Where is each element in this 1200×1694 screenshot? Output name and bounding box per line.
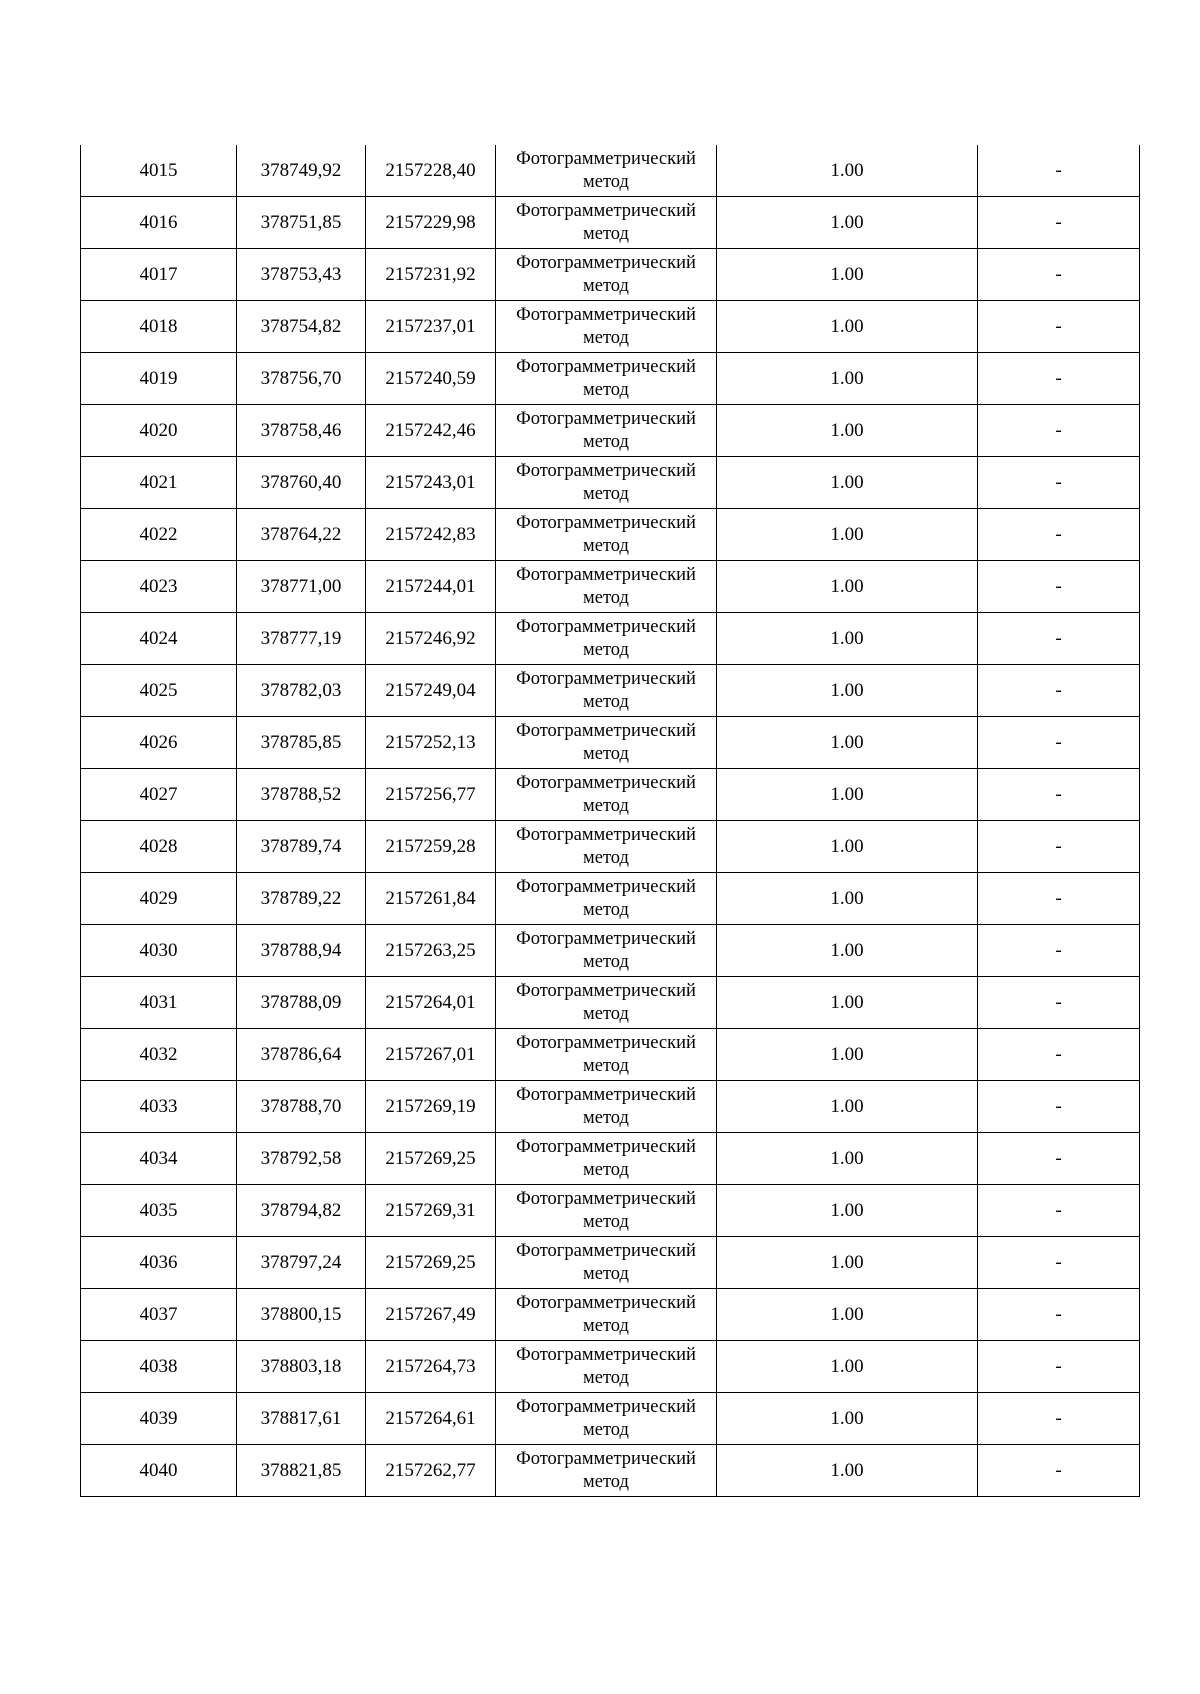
table-row [81,353,1140,405]
method-line-2: метод [583,1367,629,1388]
method-cell [496,145,717,197]
coordinates-table-body [81,145,1140,1497]
method-line-2: метод [583,1107,629,1128]
x-coordinate-cell: 378794,82 [237,1185,366,1237]
x-coordinate-cell: 378753,43 [237,249,366,301]
method-line-1: Фотограмметрический [516,252,696,273]
y-coordinate-cell: 2157228,40 [366,145,496,197]
note-cell: - [978,613,1140,665]
method-cell [496,1393,717,1445]
point-number-cell: 4015 [81,145,237,197]
method-line-2: метод [583,587,629,608]
method-line-1: Фотограмметрический [516,980,696,1001]
x-coordinate-cell: 378803,18 [237,1341,366,1393]
y-coordinate-cell: 2157263,25 [366,925,496,977]
method-line-1: Фотограмметрический [516,1448,696,1469]
point-number-cell: 4018 [81,301,237,353]
method-cell [496,1133,717,1185]
point-number-cell: 4035 [81,1185,237,1237]
method-line-1: Фотограмметрический [516,876,696,897]
table-row [81,717,1140,769]
point-number-cell: 4029 [81,873,237,925]
table-row [81,1341,1140,1393]
accuracy-cell: 1.00 [717,769,978,821]
y-coordinate-cell: 2157249,04 [366,665,496,717]
method-cell [496,1289,717,1341]
table-row [81,613,1140,665]
point-number-cell: 4016 [81,197,237,249]
x-coordinate-cell: 378785,85 [237,717,366,769]
accuracy-cell: 1.00 [717,1185,978,1237]
x-coordinate-cell: 378749,92 [237,145,366,197]
method-line-1: Фотограмметрический [516,824,696,845]
x-coordinate-cell: 378758,46 [237,405,366,457]
point-number-cell: 4033 [81,1081,237,1133]
method-cell [496,821,717,873]
note-cell: - [978,821,1140,873]
y-coordinate-cell: 2157262,77 [366,1445,496,1497]
method-line-1: Фотограмметрический [516,460,696,481]
point-number-cell: 4038 [81,1341,237,1393]
method-line-1: Фотограмметрический [516,356,696,377]
accuracy-cell: 1.00 [717,145,978,197]
table-row [81,1133,1140,1185]
accuracy-cell: 1.00 [717,249,978,301]
x-coordinate-cell: 378800,15 [237,1289,366,1341]
table-row [81,1081,1140,1133]
note-cell: - [978,1133,1140,1185]
method-line-2: метод [583,223,629,244]
method-line-2: метод [583,795,629,816]
point-number-cell: 4031 [81,977,237,1029]
point-number-cell: 4034 [81,1133,237,1185]
method-line-1: Фотограмметрический [516,668,696,689]
note-cell: - [978,509,1140,561]
method-cell [496,1185,717,1237]
method-cell [496,925,717,977]
method-line-2: метод [583,275,629,296]
x-coordinate-cell: 378792,58 [237,1133,366,1185]
y-coordinate-cell: 2157264,61 [366,1393,496,1445]
method-cell [496,717,717,769]
accuracy-cell: 1.00 [717,197,978,249]
note-cell: - [978,1393,1140,1445]
method-line-1: Фотограмметрический [516,1136,696,1157]
method-line-2: метод [583,951,629,972]
y-coordinate-cell: 2157264,01 [366,977,496,1029]
y-coordinate-cell: 2157246,92 [366,613,496,665]
note-cell: - [978,873,1140,925]
method-cell [496,873,717,925]
method-line-2: метод [583,1419,629,1440]
y-coordinate-cell: 2157267,01 [366,1029,496,1081]
note-cell: - [978,457,1140,509]
y-coordinate-cell: 2157242,46 [366,405,496,457]
method-line-1: Фотограмметрический [516,512,696,533]
method-cell [496,977,717,1029]
x-coordinate-cell: 378789,22 [237,873,366,925]
method-line-1: Фотограмметрический [516,1188,696,1209]
y-coordinate-cell: 2157261,84 [366,873,496,925]
method-line-1: Фотограмметрический [516,1396,696,1417]
x-coordinate-cell: 378797,24 [237,1237,366,1289]
note-cell: - [978,197,1140,249]
x-coordinate-cell: 378760,40 [237,457,366,509]
accuracy-cell: 1.00 [717,1029,978,1081]
accuracy-cell: 1.00 [717,353,978,405]
y-coordinate-cell: 2157256,77 [366,769,496,821]
method-line-1: Фотограмметрический [516,1032,696,1053]
note-cell: - [978,977,1140,1029]
table-row [81,197,1140,249]
accuracy-cell: 1.00 [717,1237,978,1289]
accuracy-cell: 1.00 [717,613,978,665]
y-coordinate-cell: 2157259,28 [366,821,496,873]
note-cell: - [978,405,1140,457]
method-line-1: Фотограмметрический [516,564,696,585]
method-cell [496,769,717,821]
coordinates-table [80,145,1140,1497]
method-line-2: метод [583,171,629,192]
point-number-cell: 4020 [81,405,237,457]
y-coordinate-cell: 2157269,25 [366,1133,496,1185]
method-line-2: метод [583,847,629,868]
method-line-2: метод [583,1003,629,1024]
accuracy-cell: 1.00 [717,301,978,353]
point-number-cell: 4019 [81,353,237,405]
y-coordinate-cell: 2157269,19 [366,1081,496,1133]
table-row [81,145,1140,197]
method-cell [496,405,717,457]
method-cell [496,1029,717,1081]
method-cell [496,665,717,717]
y-coordinate-cell: 2157242,83 [366,509,496,561]
method-line-1: Фотограмметрический [516,616,696,637]
method-cell [496,353,717,405]
note-cell: - [978,665,1140,717]
method-line-1: Фотограмметрический [516,148,696,169]
x-coordinate-cell: 378788,70 [237,1081,366,1133]
method-line-2: метод [583,899,629,920]
point-number-cell: 4030 [81,925,237,977]
x-coordinate-cell: 378764,22 [237,509,366,561]
method-line-1: Фотограмметрический [516,1344,696,1365]
method-cell [496,1081,717,1133]
note-cell: - [978,769,1140,821]
x-coordinate-cell: 378754,82 [237,301,366,353]
method-cell [496,613,717,665]
y-coordinate-cell: 2157243,01 [366,457,496,509]
note-cell: - [978,1081,1140,1133]
method-line-2: метод [583,483,629,504]
note-cell: - [978,1029,1140,1081]
accuracy-cell: 1.00 [717,509,978,561]
method-line-1: Фотограмметрический [516,720,696,741]
y-coordinate-cell: 2157229,98 [366,197,496,249]
table-row [81,1029,1140,1081]
y-coordinate-cell: 2157264,73 [366,1341,496,1393]
accuracy-cell: 1.00 [717,1445,978,1497]
accuracy-cell: 1.00 [717,1289,978,1341]
method-line-1: Фотограмметрический [516,772,696,793]
y-coordinate-cell: 2157244,01 [366,561,496,613]
method-line-2: метод [583,1315,629,1336]
accuracy-cell: 1.00 [717,873,978,925]
table-row [81,249,1140,301]
accuracy-cell: 1.00 [717,717,978,769]
note-cell: - [978,717,1140,769]
point-number-cell: 4024 [81,613,237,665]
table-row [81,1185,1140,1237]
x-coordinate-cell: 378777,19 [237,613,366,665]
method-line-1: Фотограмметрический [516,1292,696,1313]
point-number-cell: 4021 [81,457,237,509]
point-number-cell: 4032 [81,1029,237,1081]
table-row [81,301,1140,353]
x-coordinate-cell: 378789,74 [237,821,366,873]
method-line-1: Фотограмметрический [516,1084,696,1105]
note-cell: - [978,1185,1140,1237]
method-line-2: метод [583,691,629,712]
method-cell [496,301,717,353]
table-row [81,457,1140,509]
point-number-cell: 4037 [81,1289,237,1341]
y-coordinate-cell: 2157240,59 [366,353,496,405]
point-number-cell: 4017 [81,249,237,301]
point-number-cell: 4026 [81,717,237,769]
method-cell [496,457,717,509]
accuracy-cell: 1.00 [717,405,978,457]
table-row [81,1393,1140,1445]
accuracy-cell: 1.00 [717,561,978,613]
method-line-2: метод [583,1211,629,1232]
table-row [81,925,1140,977]
note-cell: - [978,1341,1140,1393]
point-number-cell: 4039 [81,1393,237,1445]
table-row [81,665,1140,717]
table-row [81,1445,1140,1497]
table-row [81,405,1140,457]
point-number-cell: 4022 [81,509,237,561]
method-line-2: метод [583,639,629,660]
note-cell: - [978,925,1140,977]
accuracy-cell: 1.00 [717,1341,978,1393]
method-line-2: метод [583,743,629,764]
method-cell [496,1341,717,1393]
method-line-2: метод [583,1159,629,1180]
table-row [81,873,1140,925]
accuracy-cell: 1.00 [717,821,978,873]
x-coordinate-cell: 378788,94 [237,925,366,977]
note-cell: - [978,1445,1140,1497]
accuracy-cell: 1.00 [717,1081,978,1133]
point-number-cell: 4028 [81,821,237,873]
table-row [81,977,1140,1029]
x-coordinate-cell: 378786,64 [237,1029,366,1081]
method-cell [496,197,717,249]
y-coordinate-cell: 2157269,25 [366,1237,496,1289]
table-row [81,561,1140,613]
table-row [81,509,1140,561]
x-coordinate-cell: 378782,03 [237,665,366,717]
x-coordinate-cell: 378771,00 [237,561,366,613]
accuracy-cell: 1.00 [717,1133,978,1185]
x-coordinate-cell: 378756,70 [237,353,366,405]
y-coordinate-cell: 2157252,13 [366,717,496,769]
accuracy-cell: 1.00 [717,1393,978,1445]
method-cell [496,1237,717,1289]
y-coordinate-cell: 2157231,92 [366,249,496,301]
method-line-1: Фотограмметрический [516,1240,696,1261]
accuracy-cell: 1.00 [717,665,978,717]
x-coordinate-cell: 378751,85 [237,197,366,249]
point-number-cell: 4036 [81,1237,237,1289]
x-coordinate-cell: 378788,09 [237,977,366,1029]
accuracy-cell: 1.00 [717,925,978,977]
method-line-2: метод [583,1471,629,1492]
method-cell [496,249,717,301]
table-row [81,1237,1140,1289]
x-coordinate-cell: 378821,85 [237,1445,366,1497]
method-line-1: Фотограмметрический [516,408,696,429]
point-number-cell: 4040 [81,1445,237,1497]
method-cell [496,509,717,561]
note-cell: - [978,249,1140,301]
y-coordinate-cell: 2157267,49 [366,1289,496,1341]
note-cell: - [978,1237,1140,1289]
table-row [81,769,1140,821]
note-cell: - [978,561,1140,613]
point-number-cell: 4027 [81,769,237,821]
note-cell: - [978,301,1140,353]
note-cell: - [978,1289,1140,1341]
method-cell [496,1445,717,1497]
method-line-1: Фотограмметрический [516,928,696,949]
method-line-2: метод [583,1263,629,1284]
y-coordinate-cell: 2157269,31 [366,1185,496,1237]
note-cell: - [978,353,1140,405]
method-line-2: метод [583,431,629,452]
accuracy-cell: 1.00 [717,977,978,1029]
method-cell [496,561,717,613]
table-row [81,1289,1140,1341]
method-line-2: метод [583,535,629,556]
point-number-cell: 4023 [81,561,237,613]
method-line-2: метод [583,1055,629,1076]
accuracy-cell: 1.00 [717,457,978,509]
method-line-2: метод [583,327,629,348]
method-line-2: метод [583,379,629,400]
note-cell: - [978,145,1140,197]
x-coordinate-cell: 378788,52 [237,769,366,821]
table-row [81,821,1140,873]
point-number-cell: 4025 [81,665,237,717]
method-line-1: Фотограмметрический [516,200,696,221]
y-coordinate-cell: 2157237,01 [366,301,496,353]
method-line-1: Фотограмметрический [516,304,696,325]
x-coordinate-cell: 378817,61 [237,1393,366,1445]
